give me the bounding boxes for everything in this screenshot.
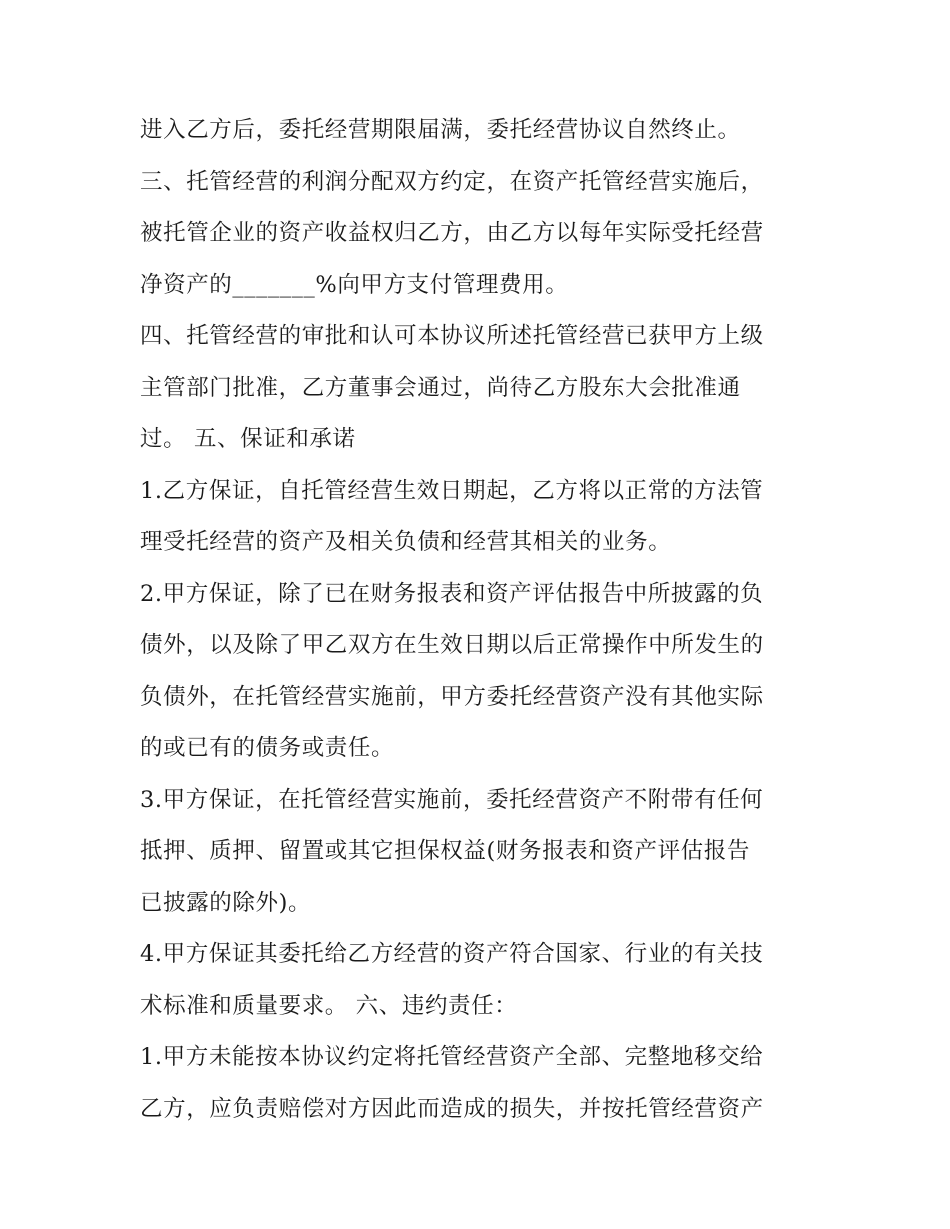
section-three-heading-line: 三、托管经营的利润分配双方约定，在资产托管经营实施后， xyxy=(140,168,764,195)
text-line: 抵押、质押、留置或其它担保权益(财务报表和资产评估报告 xyxy=(140,838,750,864)
text-line: 的或已有的债务或责任。 xyxy=(140,735,395,761)
liability-clause-1-line: 1.甲方未能按本协议约定将托管经营资产全部、完整地移交给 xyxy=(140,1044,764,1070)
text-line: 理受托经营的资产及相关负债和经营其相关的业务。 xyxy=(140,529,672,555)
text-line: 被托管企业的资产收益权归乙方，由乙方以每年实际受托经营 xyxy=(140,220,764,246)
text-line: 净资产的_______%向甲方支付管理费用。 xyxy=(140,271,569,298)
document-body xyxy=(140,105,820,1135)
section-five-heading-line: 过。 五、保证和承诺 xyxy=(140,426,356,452)
text-line: 主管部门批准，乙方董事会通过，尚待乙方股东大会批准通 xyxy=(140,374,741,401)
section-six-heading-line: 术标准和质量要求。 六、违约责任： xyxy=(140,992,518,1019)
clause-4-line: 4.甲方保证其委托给乙方经营的资产符合国家、行业的有关技 xyxy=(140,941,764,967)
text-line: 债外，以及除了甲乙双方在生效日期以后正常操作中所发生的 xyxy=(140,632,764,658)
clause-1-line: 1.乙方保证，自托管经营生效日期起，乙方将以正常的方法管 xyxy=(140,477,764,504)
clause-2-line: 2.甲方保证，除了已在财务报表和资产评估报告中所披露的负 xyxy=(140,580,764,607)
section-four-heading-line: 四、托管经营的审批和认可本协议所述托管经营已获甲方上级 xyxy=(140,323,764,349)
text-line: 负债外，在托管经营实施前，甲方委托经营资产没有其他实际 xyxy=(140,683,764,710)
clause-3-line: 3.甲方保证，在托管经营实施前，委托经营资产不附带有任何 xyxy=(140,786,764,813)
text-line: 已披露的除外)。 xyxy=(140,889,312,916)
text-line: 进入乙方后，委托经营期限届满，委托经营协议自然终止。 xyxy=(140,117,741,143)
text-line: 乙方，应负责赔偿对方因此而造成的损失，并按托管经营资产 xyxy=(140,1095,764,1122)
